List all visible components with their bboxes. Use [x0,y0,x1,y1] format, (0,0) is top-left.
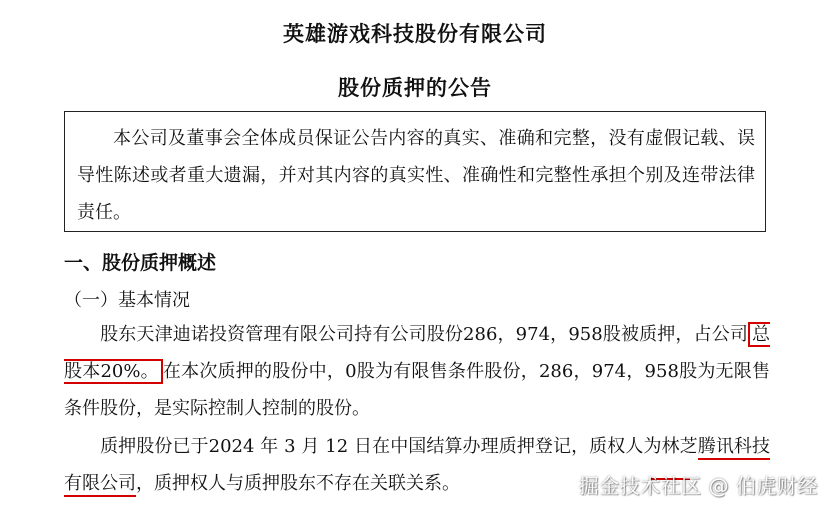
highlight-box-total-share: 总股本20%。 [64,324,770,382]
statement-text: 本公司及董事会全体成员保证公告内容的真实、准确和完整，没有虚假记载、误导性陈述或者重大遗漏，并对其内容的真实性、准确性和完整性承担个别及连带法律责任。 [77,128,755,223]
watermark: 掘金技术社区 @ 伯虎财经 [578,474,818,498]
statement-box [64,111,766,232]
paragraph2-part1: 质押股份已于2024 年 3 月 12 日在中国结算办理质押登记，质权人为林芝 [100,436,698,457]
paragraph-pledge-details [64,316,770,427]
section-heading: 一、股份质押概述 [64,252,217,274]
announcement-title: 股份质押的公告 [338,76,492,100]
company-name: 英雄游戏科技股份有限公司 [283,22,547,46]
paragraph1-part1: 股东天津迪诺投资管理有限公司持有公司股份286，974，958股被质押，占公司 [100,324,748,345]
paragraph1-part2: 在本次质押的股份中，0股为有限售条件股份，286，974，958股为无限售条件股份，是实际控制人控制的股份。 [64,361,770,419]
sub-heading: （一）基本情况 [64,290,190,311]
highlight-underline-pledgee: 腾讯科技有限公司 [64,436,770,497]
paragraph2-part2: ，质押权人与质押股东不存在关联关系。 [136,473,460,494]
